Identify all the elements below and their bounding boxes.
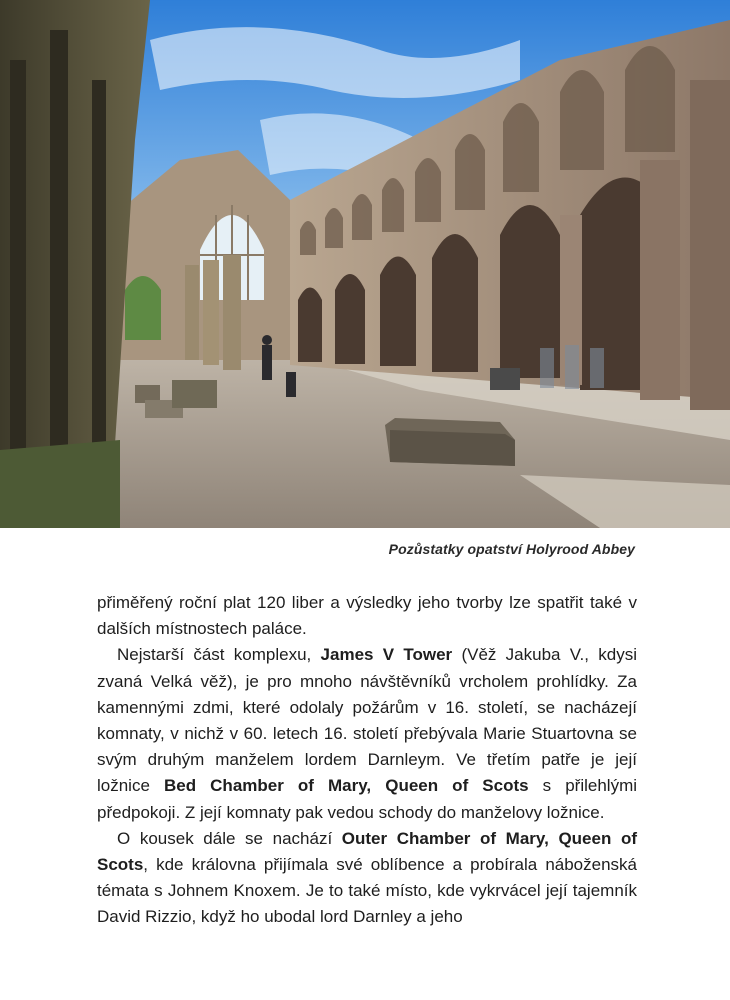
photo-caption: Pozůstatky opatství Holyrood Abbey (388, 541, 635, 557)
paragraph-outer-chamber: O kousek dále se nachází Outer Chamber of Mary, Queen of Scots, kde královna přijímala své oblíbence a probírala náboženská témata s Johnem Knoxem. Je to také místo, kde vykrvácel její tajemník David Rizzio, když ho ubodal lord Darnley a jeho (97, 828, 637, 927)
highlight-outer-chamber: Outer Chamber of Mary, Queen of Scots (97, 828, 637, 875)
paragraph-james-v-tower: Nejstarší část komplexu, James V Tower (Věž Jakuba V., kdysi zvaná Velká věž), je pro mnoho návštěvníků vrcholem prohlídky. Za kamennými zdmi, které odolaly požárům v 16. století, se nacházejí komnaty, v nichž v 60. letech 16. století přebývala Marie Stuartovna se svým druhým manželem lordem Darnleym. Ve třetím patře je její ložnice Bed Chamber of Mary, Queen of Scots s přilehlými předpokoji. Z její komnaty pak vedou schody do manželovy ložnice. (97, 645, 638, 822)
article-body (97, 590, 637, 931)
paragraph-continued: přiměřený roční plat 120 liber a výsledky jeho tvorby lze spatřit také v dalších místnostech paláce. (97, 593, 637, 639)
highlight-james-v-tower: James V Tower (320, 645, 453, 665)
highlight-bed-chamber: Bed Chamber of Mary, Queen of Scots (163, 776, 529, 796)
